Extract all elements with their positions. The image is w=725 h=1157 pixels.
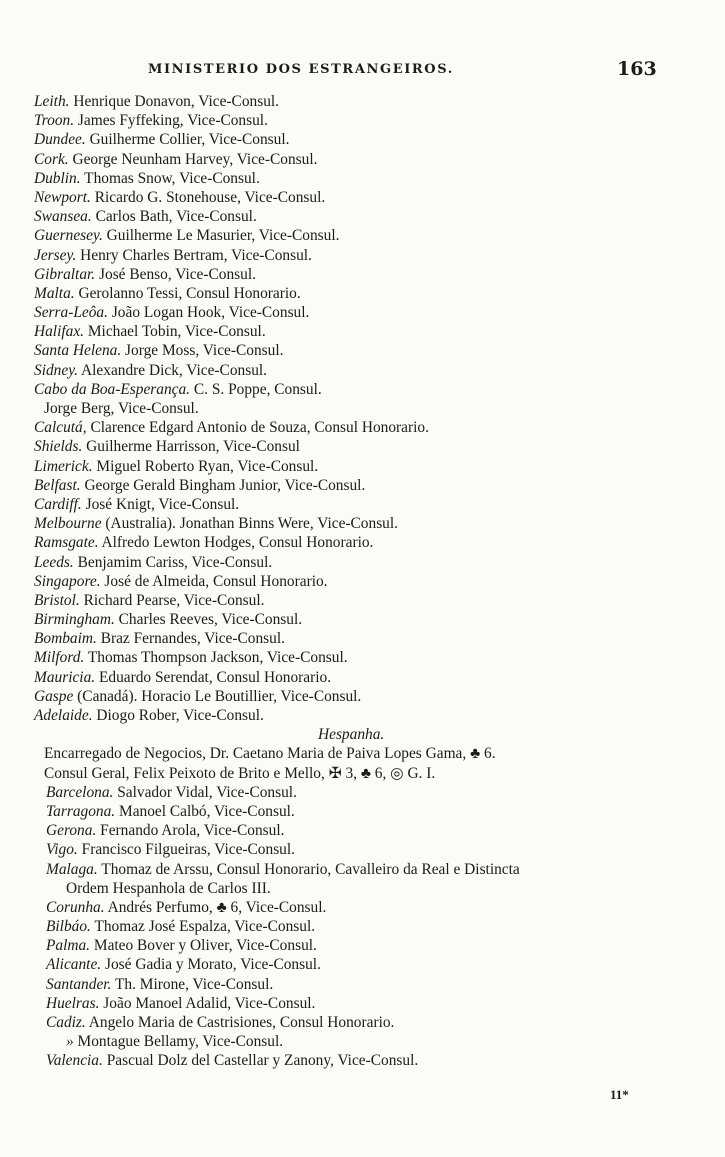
entry-text: Thomas Snow, Vice-Consul. [80,169,260,187]
entry-text: (Canadá). Horacio Le Boutillier, Vice-Consul. [73,687,362,705]
list-item [34,994,694,1013]
list-item [34,1051,694,1070]
list-item [34,917,694,936]
list-item [34,150,694,169]
entry-text: Guilherme Harrisson, Vice-Consul [82,438,300,456]
entry-text: Encarregado de Negocios, Dr. Caetano Maria de Paiva Lopes Gama, ♣ 6. [44,745,496,763]
place-name: Troon. [34,112,75,130]
list-item [34,341,694,360]
place-name: Gaspe [34,687,74,705]
entry-text: Richard Pearse, Vice-Consul. [79,591,265,609]
entry-text: Thomaz de Arssu, Consul Honorario, Cavalleiro da Real e Distincta [97,860,520,878]
list-item [34,514,694,533]
list-item [34,898,694,917]
place-name: Cadiz. [46,1014,86,1031]
place-name: Malta. [34,284,75,302]
list-item [34,246,694,265]
place-name: Vigo. [46,841,78,859]
list-item-continuation [34,399,694,418]
entry-text: José Knigt, Vice-Consul. [81,495,240,513]
entry-text: Jorge Moss, Vice-Consul. [121,342,284,360]
list-item [34,265,694,284]
list-item [34,821,694,840]
place-name: Alicante. [46,956,102,974]
place-name: Tarragona. [46,802,116,820]
entry-text: Th. Mirone, Vice-Consul. [111,975,274,993]
entry-text: Charles Reeves, Vice-Consul. [114,611,303,629]
entry-text: Clarence Edgard Antonio de Souza, Consul Honorario. [86,419,429,437]
list-item [34,130,694,149]
place-name: Corunha. [46,898,105,916]
place-name: Santa Helena. [34,342,122,360]
list-item [34,361,694,380]
entry-text: José Gadia y Morato, Vice-Consul. [101,956,321,974]
entry-text: Jorge Berg, Vice-Consul. [44,400,199,417]
signature-mark: 11* [610,1087,629,1102]
list-item [34,188,694,207]
list-item [34,975,694,994]
place-name: Serra-Leôa. [34,304,108,322]
place-name: Cardiff. [34,495,82,513]
list-item [34,668,694,687]
list-item [34,572,694,591]
list-item [34,380,694,399]
place-name: Milford. [34,649,85,667]
list-item [34,226,694,245]
place-name: » [66,1033,74,1051]
entry-text: Consul Geral, Felix Peixoto de Brito e Mello, ✠ 3, ♣ 6, ◎ G. I. [44,764,436,782]
list-item [34,322,694,341]
place-name: Gibraltar. [34,265,96,283]
place-name: Ramsgate. [34,534,99,552]
list-item [34,533,694,552]
place-name: Cabo da Boa-Esperança. [34,380,191,398]
place-name: Calcutá, [34,419,87,437]
place-name: Belfast. [34,476,81,494]
place-name: Gerona. [46,822,97,840]
entry-text: Mateo Bover y Oliver, Vice-Consul. [90,937,317,955]
list-item [34,860,694,879]
entry-text: João Manoel Adalid, Vice-Consul. [99,994,316,1012]
list-item [34,495,694,514]
entry-text: Michael Tobin, Vice-Consul. [84,323,266,341]
place-name: Dublin. [34,169,81,187]
entry-text: Fernando Arola, Vice-Consul. [96,822,285,840]
running-head: MINISTERIO DOS ESTRANGEIROS. [148,62,454,77]
list-item [34,1013,694,1032]
entry-text: Henry Charles Bertram, Vice-Consul. [76,246,312,264]
list-item [34,553,694,572]
list-item [34,840,694,859]
place-name: Jersey. [34,246,77,264]
entry-text: Thomas Thompson Jackson, Vice-Consul. [84,649,348,667]
place-name: Bombaim. [34,630,97,648]
list-item [34,648,694,667]
list-item [34,437,694,456]
entry-text: Carlos Bath, Vice-Consul. [91,208,257,226]
entry-text: C. S. Poppe, Consul. [190,380,322,398]
consul-list [34,92,694,1071]
entry-text: Benjamim Cariss, Vice-Consul. [73,553,273,571]
place-name: Valencia. [46,1052,103,1070]
entry-text: James Fyffeking, Vice-Consul. [74,112,268,130]
place-name: Guernesey. [34,227,103,245]
entry-text: Montague Bellamy, Vice-Consul. [73,1033,284,1051]
place-name: Malaga. [46,860,98,878]
entry-text: Manoel Calbó, Vice-Consul. [115,802,295,820]
place-name: Melbourne [34,515,102,533]
place-name: Leith. [34,93,70,110]
entry-text: Braz Fernandes, Vice-Consul. [96,630,285,648]
list-item [34,476,694,495]
list-item [34,303,694,322]
list-item [34,284,694,303]
list-item [34,802,694,821]
list-item [34,418,694,437]
list-item [34,207,694,226]
place-name: Limerick. [34,457,93,475]
place-name: Newport. [34,188,91,206]
place-name: Cork. [34,150,69,168]
entry-text: Thomaz José Espalza, Vice-Consul. [90,918,316,936]
entry-text: Gerolanno Tessi, Consul Honorario. [74,284,301,302]
entry-text: Diogo Rober, Vice-Consul. [92,707,264,724]
list-item [34,744,694,763]
place-name: Barcelona. [46,783,114,801]
entry-text: Francisco Filgueiras, Vice-Consul. [77,841,296,859]
list-item [34,936,694,955]
list-item [34,111,694,130]
list-item [34,706,694,725]
entry-text: Ricardo G. Stonehouse, Vice-Consul. [90,188,326,206]
list-item [34,457,694,476]
entry-text: Ordem Hespanhola de Carlos III. [66,879,271,897]
entry-text: João Logan Hook, Vice-Consul. [107,304,310,322]
list-item [34,687,694,706]
entry-text: Alfredo Lewton Hodges, Consul Honorario. [98,534,374,552]
page-number: 163 [617,58,657,80]
place-name: Swansea. [34,208,92,226]
place-name: Adelaide. [34,707,93,724]
entry-text: Miguel Roberto Ryan, Vice-Consul. [92,457,319,475]
place-name: Halifax. [34,323,85,341]
place-name: Bilbáo. [46,918,91,936]
list-item [34,783,694,802]
entry-text: George Neunham Harvey, Vice-Consul. [68,150,318,168]
list-item-continuation [34,879,694,898]
entry-text: Guilherme Le Masurier, Vice-Consul. [102,227,340,245]
entry-text: Angelo Maria de Castrisiones, Consul Honorario. [85,1014,395,1031]
entry-text: Pascual Dolz del Castellar y Zanony, Vice-Consul. [102,1052,419,1070]
place-name: Singapore. [34,572,101,590]
entry-text: José Benso, Vice-Consul. [95,265,256,283]
entry-text: Henrique Donavon, Vice-Consul. [69,93,280,110]
entry-text: Andrés Perfumo, ♣ 6, Vice-Consul. [104,898,327,916]
place-name: Leeds. [34,553,74,571]
place-name: Mauricia. [34,668,96,686]
place-name: Birmingham. [34,611,115,629]
section-heading: Hespanha. [318,726,385,744]
entry-text: Alexandre Dick, Vice-Consul. [78,361,268,379]
list-item [34,764,694,783]
list-item [34,629,694,648]
place-name: Bristol. [34,591,80,609]
entry-text: Eduardo Serendat, Consul Honorario. [95,668,332,686]
entry-text: Salvador Vidal, Vice-Consul. [113,783,297,801]
list-item [34,92,694,111]
entry-text: Guilherme Collier, Vice-Consul. [85,131,290,149]
list-item [34,955,694,974]
list-item [34,169,694,188]
list-item [34,591,694,610]
place-name: Huelras. [46,994,100,1012]
entry-text: George Gerald Bingham Junior, Vice-Consul. [80,476,366,494]
place-name: Sidney. [34,361,79,379]
list-item [34,1032,694,1051]
list-item [34,610,694,629]
place-name: Dundee. [34,131,86,149]
place-name: Palma. [46,937,91,955]
place-name: Santander. [46,975,112,993]
place-name: Shields. [34,438,83,456]
entry-text: (Australia). Jonathan Binns Were, Vice-Consul. [101,515,399,533]
entry-text: José de Almeida, Consul Honorario. [100,572,328,590]
